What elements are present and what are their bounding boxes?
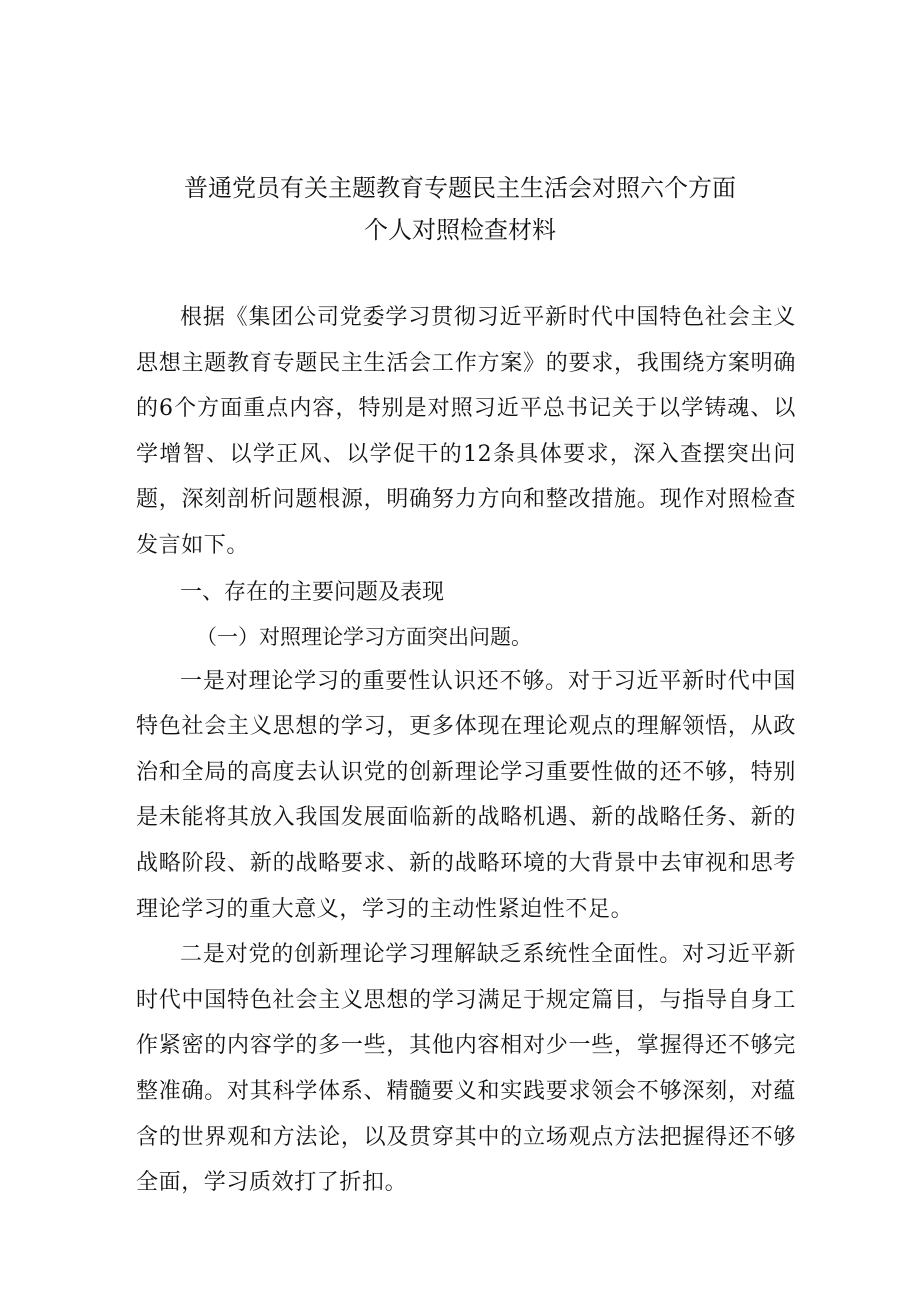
section-1-heading: 一、存在的主要问题及表现 — [180, 579, 445, 605]
subsection-1-heading: （一）对照理论学习方面突出问题。 — [196, 624, 532, 649]
document-title-line-2: 个人对照检查材料 — [364, 216, 556, 244]
intro-paragraph: 根据《集团公司党委学习贯彻习近平新时代中国特色社会主义思想主题教育专题民主生活会工作方案》的要求，我围绕方案明确的6个方面重点内容，特别是对照习近平总书记关于以学铸魂、以学增智、以学正风、以学促干的12条具体要求，深入查摆突出问题，深刻剖析问题根源，明确努力方向和整改措施。现作对照检查发言如下。 — [136, 305, 796, 558]
document-body — [136, 295, 796, 1206]
paragraph-1: 一是对理论学习的重要性认识还不够。对于习近平新时代中国特色社会主义思想的学习，更多体现在理论观点的理解领悟，从政治和全局的高度去认识党的创新理论学习重要性做的还不够，特别是未能将其放入我国发展面临新的战略机遇、新的战略任务、新的战略阶段、新的战略要求、新的战略环境的大背景中去审视和思考理论学习的重大意义，学习的主动性紧迫性不足。 — [136, 668, 796, 922]
paragraph-2: 二是对党的创新理论学习理解缺乏系统性全面性。对习近平新时代中国特色社会主义思想的学习满足于规定篇目，与指导自身工作紧密的内容学的多一些，其他内容相对少一些，掌握得还不够完整准确。对其科学体系、精髓要义和实践要求领会不够深刻，对蕴含的世界观和方法论，以及贯穿其中的立场观点方法把握得还不够全面，学习质效打了折扣。 — [136, 942, 796, 1196]
document-title-line-1: 普通党员有关主题教育专题民主生活会对照六个方面 — [184, 174, 736, 202]
